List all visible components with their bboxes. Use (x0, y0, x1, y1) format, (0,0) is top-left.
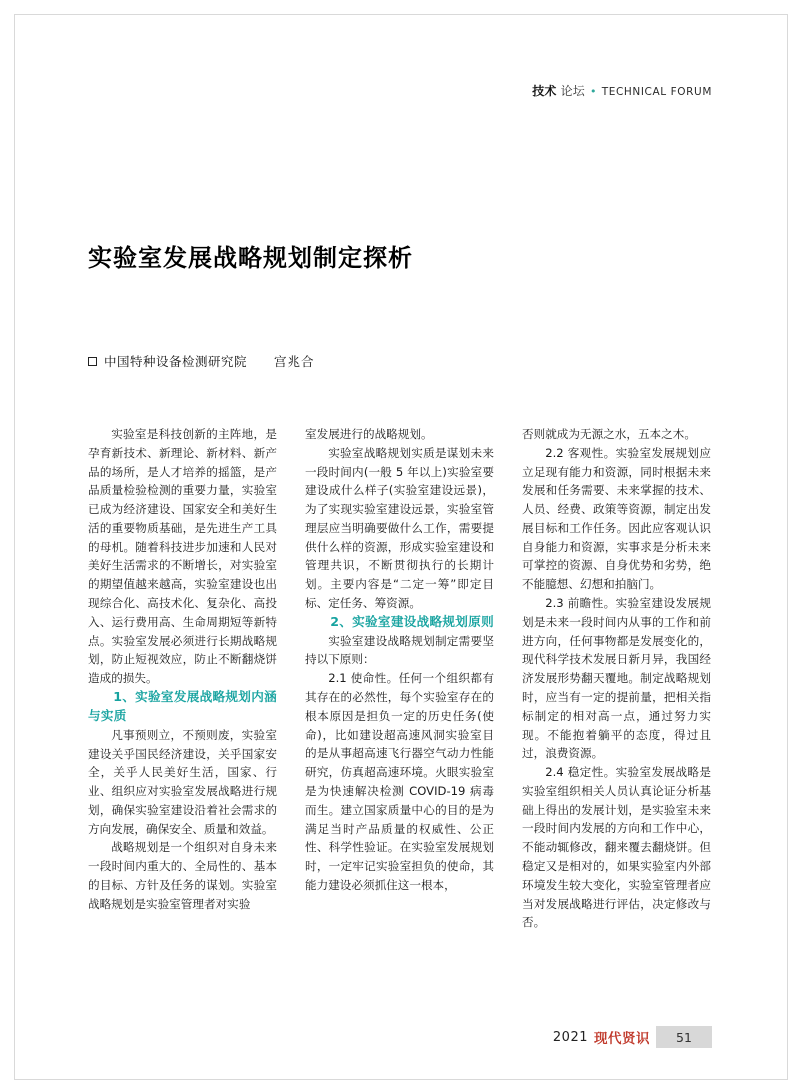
paragraph: 2.2 客观性。实验室发展规划应立足现有能力和资源，同时根据未来发展和任务需要、未来掌握的技术、人员、经费、政策等资源，制定出发展目标和工作任务。因此应客观认识自身能力和资源，实事求是分析未来可掌控的资源、自身优势和劣势，绝不能臆想、幻想和拍脑门。 (522, 445, 711, 592)
section-heading: 2、实验室建设战略规划原则 (330, 613, 494, 629)
author-line (88, 352, 315, 370)
author-affiliation: 中国特种设备检测研究院 (104, 354, 248, 369)
author-name: 宫兆合 (274, 354, 315, 369)
square-bullet-icon (88, 357, 97, 366)
column-1 (88, 425, 277, 985)
page-footer (553, 1026, 712, 1048)
paragraph: 实验室建设战略规划制定需要坚持以下原则： (305, 633, 494, 667)
paragraph: 2.3 前瞻性。实验室建设发展规划是未来一段时间内从事的工作和前进方向，任何事物都是发展变化的，现代科学技术发展日新月异，我国经济发展形势翻天覆地。制定战略规划时，应当有一定的提前量，把相关指标制定的相对高一点，通过努力实现。不能抱着躺平的态度，得过且过，浪费资源。 (522, 596, 711, 761)
paragraph: 实验室是科技创新的主阵地，是孕育新技术、新理论、新材料、新产品的场所，是人才培养的摇篮，是产品质量检验检测的重要力量，实验室已成为经济建设、国家安全和美好生活的重要物质基础，是先进生产工具的母机。随着科技进步加速和人民对美好生活需求的不断增长，对实验室的期望值越来越高，实验室建设也出现综合化、高技术化、复杂化、高投入、运行费用高、生命周期短等新特点。实验室发展必须进行长期战略规划，防止短视效应，防止不断翻烧饼造成的损失。 (88, 427, 277, 686)
paragraph: 2.4 稳定性。实验室发展战略是实验室组织相关人员认真论证分析基础上得出的发展计划，是实验室未来一段时间内发展的方向和工作中心，不能动辄修改，翻来覆去翻烧饼。但稳定又是相对的，如果实验室内外部环境发生较大变化，实验室管理者应当对发展战略进行评估，决定修改与否。 (522, 765, 711, 930)
column-3 (522, 425, 711, 985)
paragraph: 凡事预则立，不预则废，实验室建设关乎国民经济建设，关乎国家安全，关乎人民美好生活，国家、行业、组织应对实验室发展战略进行规划，确保实验室建设沿着社会需求的方向发展，确保安全、质量和效益。 (88, 727, 277, 836)
paragraph: 室发展进行的战略规划。 (305, 427, 433, 441)
article-body (88, 425, 712, 985)
paragraph: 否则就成为无源之水，五本之木。 (522, 427, 696, 441)
section-heading: 1、实验室发展战略规划内涵与实质 (88, 688, 277, 723)
footer-year: 2021 (552, 1029, 588, 1045)
page-number-badge: 51 (656, 1026, 712, 1048)
running-head-cn-bold: 技术 (532, 84, 557, 98)
running-head (532, 82, 712, 99)
paragraph: 实验室战略规划实质是谋划未来一段时间内(一般 5 年以上)实验室要建设成什么样子(实验室建设远景)，为了实现实验室建设远景，实验室管理层应当明确要做什么工作，需要提供什么样的资源，形成实验室建设和管理共识，不断贯彻执行的长期计划。主要内容是“二定一筹”即定目标、定任务、筹资源。 (305, 445, 494, 611)
paragraph: 2.1 使命性。任何一个组织都有其存在的必然性，每个实验室存在的根本原因是担负一定的历史任务(使命)，比如建设超高速风洞实验室目的是从事超高速飞行器空气动力性能研究，仿真超高速环境。火眼实验室是为快速解决检测 COVID-19 病毒而生。建立国家质量中心的目的是为满足当时产品质量的权威性、公正性、科学性验证。在实验室发展规划时，一定牢记实验室担负的使命，其能力建设必须抓住这一根本， (305, 671, 494, 892)
bullet-separator-icon: • (590, 85, 597, 98)
running-head-cn-light: 论坛 (560, 84, 586, 98)
paragraph: 战略规划是一个组织对自身未来一段时间内重大的、全局性的、基本的目标、方针及任务的谋划。实验室战略规划是实验室管理者对实验 (88, 840, 277, 911)
footer-magazine-title: 现代贤识 (594, 1031, 650, 1047)
column-2 (305, 425, 494, 985)
page-title: 实验室发展战略规划制定探析 (88, 244, 413, 272)
running-head-en: TECHNICAL FORUM (601, 86, 712, 98)
